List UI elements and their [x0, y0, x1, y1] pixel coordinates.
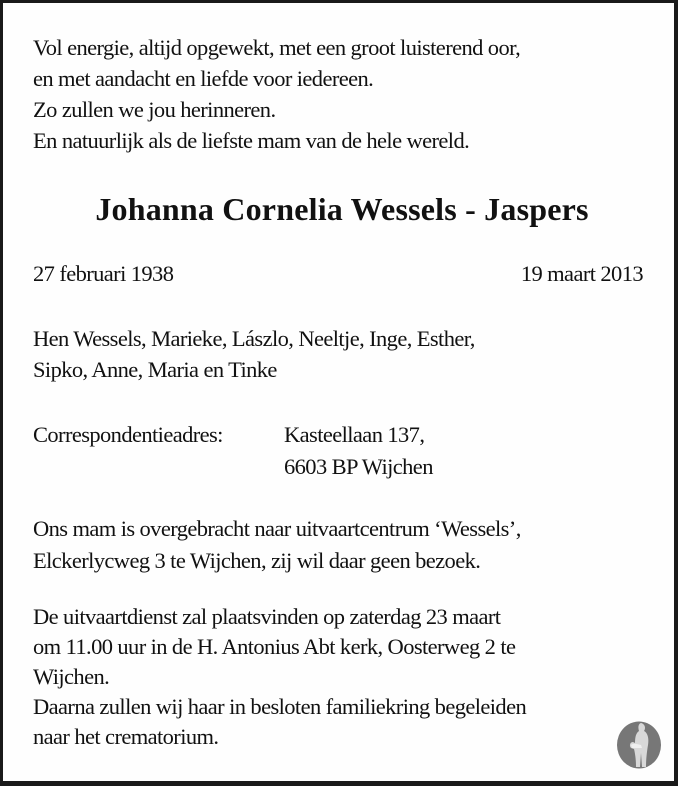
transfer-notice — [33, 513, 521, 577]
poem-line: Zo zullen we jou herinneren. — [33, 97, 276, 122]
service-line: om 11.00 uur in de H. Antonius Abt kerk, Oosterweg 2 te — [33, 634, 516, 659]
service-line: naar het crematorium. — [33, 724, 219, 749]
funeral-service-notice — [33, 601, 526, 751]
poem-line: Vol energie, altijd opgewekt, met een groot luisterend oor, — [33, 35, 521, 60]
service-line: Daarna zullen wij haar in besloten familiekring begeleiden — [33, 694, 527, 719]
address-city: 6603 BP Wijchen — [284, 454, 433, 479]
transfer-line: Ons mam is overgebracht naar uitvaartcentrum ‘Wessels’, — [33, 516, 521, 541]
family-line: Sipko, Anne, Maria en Tinke — [33, 357, 277, 382]
service-line: De uitvaartdienst zal plaatsvinden op zaterdag 23 maart — [33, 604, 501, 629]
deceased-name: Johanna Cornelia Wessels - Jaspers — [95, 191, 589, 227]
birth-date: 27 februari 1938 — [33, 261, 174, 286]
poem-line: En natuurlijk als de liefste mam van de hele wereld. — [33, 128, 470, 153]
family-members — [33, 323, 475, 385]
poem-line: en met aandacht en liefde voor iedereen. — [33, 66, 374, 91]
embracing-figures-icon — [615, 721, 663, 769]
poem — [33, 32, 520, 156]
service-line: Wijchen. — [33, 664, 110, 689]
transfer-line: Elckerlycweg 3 te Wijchen, zij wil daar geen bezoek. — [33, 548, 481, 573]
address-label: Correspondentieadres: — [33, 422, 223, 447]
address-street: Kasteellaan 137, — [284, 422, 425, 447]
family-line: Hen Wessels, Marieke, Lászlo, Neeltje, Inge, Esther, — [33, 326, 475, 351]
death-date: 19 maart 2013 — [520, 261, 643, 286]
